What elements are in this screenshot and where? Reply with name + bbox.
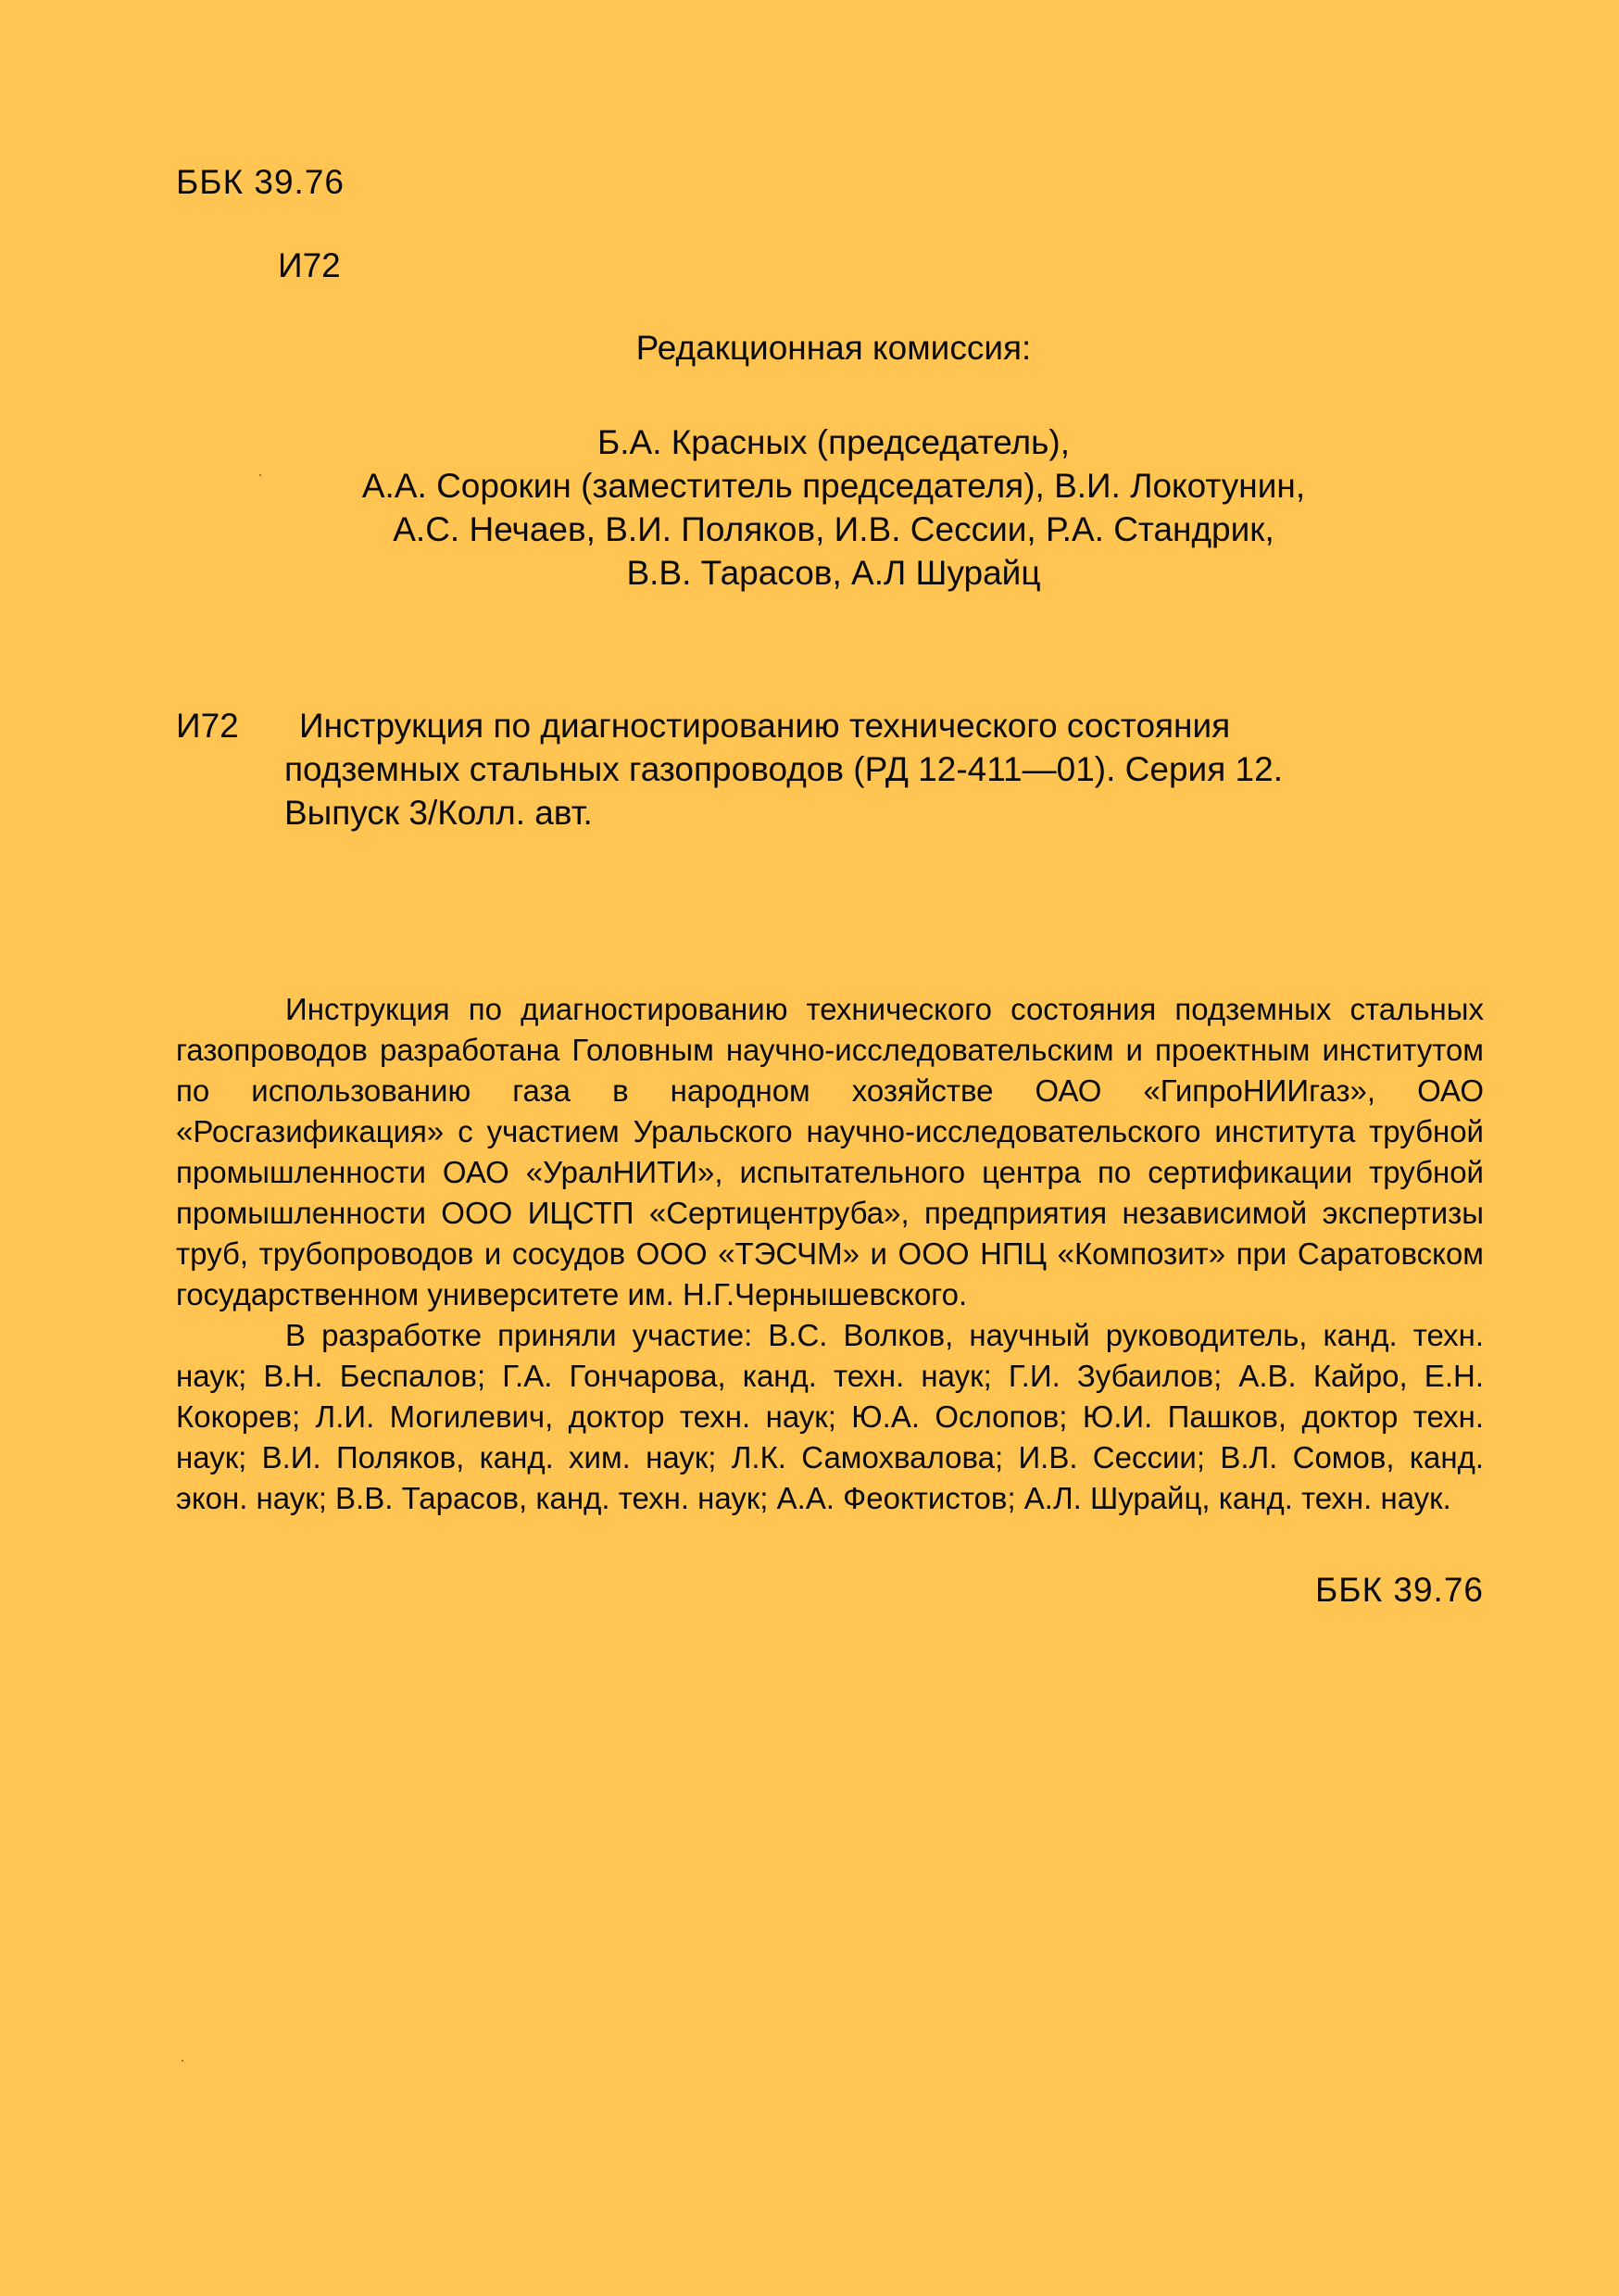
abstract — [176, 989, 1484, 1519]
catalog-entry-line: Выпуск 3/Колл. авт. — [284, 794, 593, 832]
catalog-entry-code: И72 — [176, 707, 239, 745]
scan-speck — [259, 474, 261, 476]
committee-member-line: Б.А. Красных (председатель), — [596, 423, 1071, 461]
catalog-entry — [176, 704, 1380, 834]
author-code-top: И72 — [278, 246, 341, 284]
catalog-entry-title — [284, 704, 1380, 834]
catalog-entry-line: подземных стальных газопроводов (РД 12-411—01). Серия 12. — [284, 750, 1283, 788]
committee-member-line: А.А. Сорокин (заместитель председателя), В.И. Локотунин, — [361, 467, 1306, 505]
abstract-paragraph: Инструкция по диагностированию технического состояния подземных стальных газопроводов разработана Головным научно-исследовательским и проектным институтом по использованию газа в народном хозяйстве ОАО «ГипроНИИгаз», ОАО «Росгазификация» с участием Уральского научно-исследовательского института трубной промышленности ОАО «УралНИТИ», испытательного центра по сертификации трубной промышленности ООО ИЦСТП «Сертицентруба», предприятия независимой экспертизы труб, трубопроводов и сосудов ООО «ТЭСЧМ» и ООО НПЦ «Композит» при Саратовском государственном университете им. Н.Г.Чернышевского. — [176, 992, 1484, 1311]
catalog-entry-line: Инструкция по диагностированию технического состояния — [299, 707, 1231, 745]
editorial-committee — [176, 326, 1491, 595]
committee-member-line: В.В. Тарасов, А.Л Шурайц — [626, 554, 1041, 592]
abstract-paragraph: В разработке приняли участие: В.С. Волков, научный руководитель, канд. техн. наук; В.Н. Беспалов; Г.А. Гончарова, канд. техн. наук; Г.И. Зубаилов; А.В. Кайро, Е.Н. Кокорев; Л.И. Могилевич, доктор техн. наук; Ю.А. Ослопов; Ю.И. Пашков, доктор техн. наук; В.И. Поляков, канд. хим. наук; Л.К. Самохвалова; И.В. Сессии; В.Л. Сомов, канд. экон. наук; В.В. Тарасов, канд. техн. наук; А.А. Феоктистов; А.Л. Шурайц, канд. техн. наук. — [176, 1318, 1484, 1515]
bbk-classification-bottom: ББК 39.76 — [1315, 1571, 1484, 1609]
committee-heading: Редакционная комиссия: — [635, 329, 1032, 367]
committee-member-line: А.С. Нечаев, В.И. Поляков, И.В. Сессии, Р.А. Стандрик, — [393, 510, 1274, 548]
scan-speck — [182, 2060, 183, 2062]
bbk-classification-top: ББК 39.76 — [176, 163, 345, 201]
